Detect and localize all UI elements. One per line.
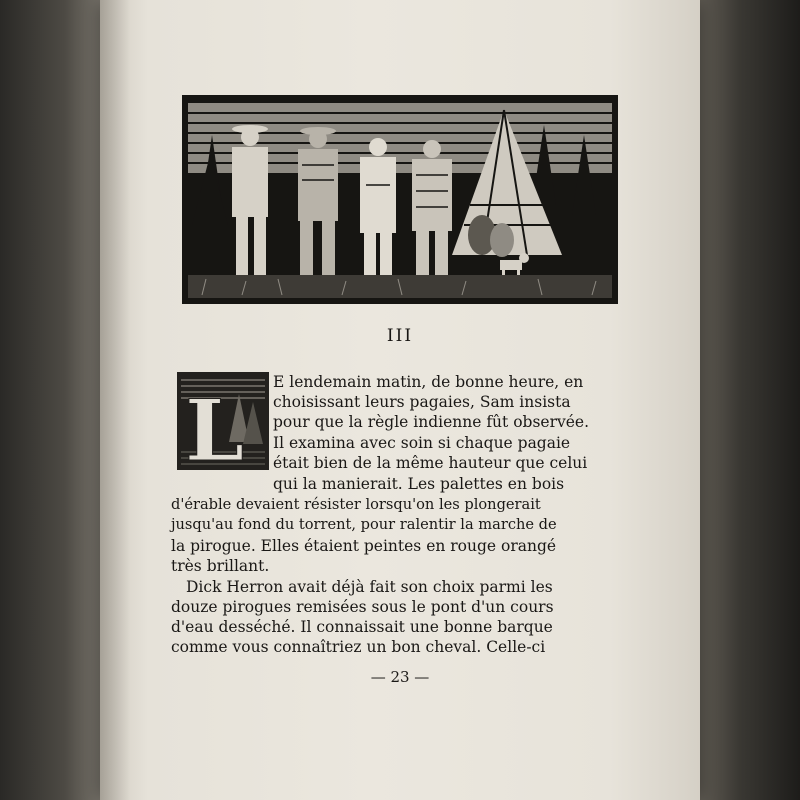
text-line: était bien de la même hauteur que celui [273, 454, 588, 472]
text-line: choisissant leurs pagaies, Sam insista [273, 393, 571, 411]
text-line: Dick Herron avait déjà fait son choix parmi les [186, 578, 553, 596]
drop-cap-letter: L [185, 381, 245, 470]
text-line: comme vous connaîtriez un bon cheval. Celle-ci [171, 638, 546, 656]
text-line: la pirogue. Elles étaient peintes en rouge orangé [171, 537, 557, 555]
text-line: douze pirogues remisées sous le pont d'un cours [171, 598, 554, 616]
text-line: d'érable devaient résister lorsqu'on les plongerait [171, 496, 541, 513]
book-page [100, 0, 700, 800]
woodcut-scene [182, 95, 618, 304]
text-line: E lendemain matin, de bonne heure, en [273, 373, 584, 391]
text-line: très brillant. [171, 557, 270, 575]
text-line: qui la manierait. Les palettes en bois [273, 475, 565, 493]
woodcut-illustration [182, 95, 618, 304]
drop-cap [177, 372, 269, 470]
page-number: — 23 — [370, 668, 430, 686]
text-line: pour que la règle indienne fût observée. [273, 413, 590, 431]
chapter-number: III [386, 326, 414, 346]
text-line: jusqu'au fond du torrent, pour ralentir la marche de [171, 516, 557, 533]
text-line: Il examina avec soin si chaque pagaie [273, 434, 571, 452]
background-right [690, 0, 800, 800]
drop-cap-ornament [177, 372, 269, 470]
text-line: d'eau desséché. Il connaissait une bonne barque [171, 618, 553, 636]
